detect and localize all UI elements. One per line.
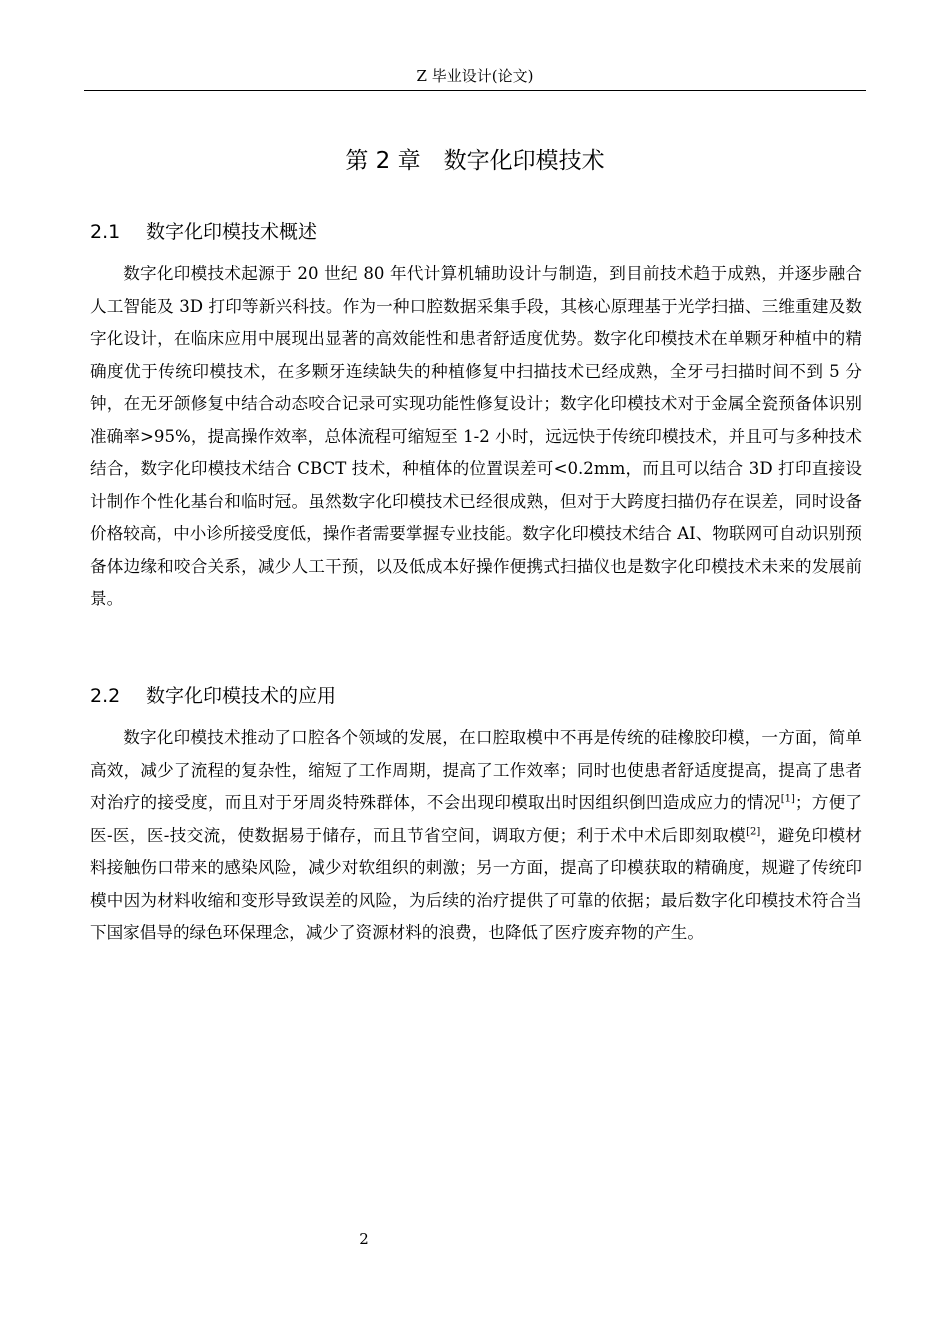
section-2-1-paragraph: 数字化印模技术起源于 20 世纪 80 年代计算机辅助设计与制造，到目前技术趋于成熟，并逐步融合人工智能及 3D 打印等新兴科技。作为一种口腔数据采集手段，其核心原理基于光学扫描、三维重建及数字化设计，在临床应用中展现出显著的高效能性和患者舒适度优势。数字化印模技术在单颗牙种植中的精确度优于传统印模技术，在多颗牙连续缺失的种植修复中扫描技术已经成熟，全牙弓扫描时间不到 5 分钟，在无牙颌修复中结合动态咬合记录可实现功能性修复设计；数字化印模技术对于金属全瓷预备体识别准确率>95%，提高操作效率，总体流程可缩短至 1-2 小时，远远快于传统印模技术，并且可与多种技术结合，数字化印模技术结合 CBCT 技术，种植体的位置误差可<0.2mm，而且可以结合 3D 打印直接设计制作个性化基台和临时冠。虽然数字化印模技术已经很成熟，但对于大跨度扫描仍存在误差，同时设备价格较高，中小诊所接受度低，操作者需要掌握专业技能。数字化印模技术结合 AI、物联网可自动识别预备体边缘和咬合关系，减少人工干预，以及低成本好操作便携式扫描仪也是数字化印模技术未来的发展前景。 [90,264,862,608]
citation-2: [2] [746,825,761,837]
chapter-title: 第 2 章 数字化印模技术 [345,148,605,174]
citation-1: [1] [780,793,795,805]
section-number: 2.2 [90,685,121,707]
section-heading-2-2 [90,682,590,710]
section-heading-2-1 [90,218,590,246]
section-title: 数字化印模技术概述 [146,221,318,243]
section-number: 2.1 [90,221,121,243]
paragraph-text: ，避免印模材料接触伤口带来的感染风险，减少对软组织的刺激；另一方面，提高了印模获取的精确度，规避了传统印模中因为材料收缩和变形导致误差的风险，为后续的治疗提供了可靠的依据；最后数字化印模技术符合当下国家倡导的绿色环保理念，减少了资源材料的浪费，也降低了医疗废弃物的产生。 [90,825,862,942]
page-number: 2 [359,1230,369,1248]
running-header: Z 毕业设计(论文) [84,66,866,91]
section-2-2-paragraph [90,722,862,950]
paragraph-text: ；方便了医-医，医-技交流，使数据易于储存，而且节省空间，调取方便；利于术中术后即刻取模 [90,793,863,845]
section-title: 数字化印模技术的应用 [146,685,337,707]
paragraph-text: 数字化印模技术推动了口腔各个领域的发展，在口腔取模中不再是传统的硅橡胶印模，一方面，简单高效，减少了流程的复杂性，缩短了工作周期，提高了工作效率；同时也使患者舒适度提高，提高了患者对治疗的接受度，而且对于牙周炎特殊群体，不会出现印模取出时因组织倒凹造成应力的情况 [90,728,862,812]
